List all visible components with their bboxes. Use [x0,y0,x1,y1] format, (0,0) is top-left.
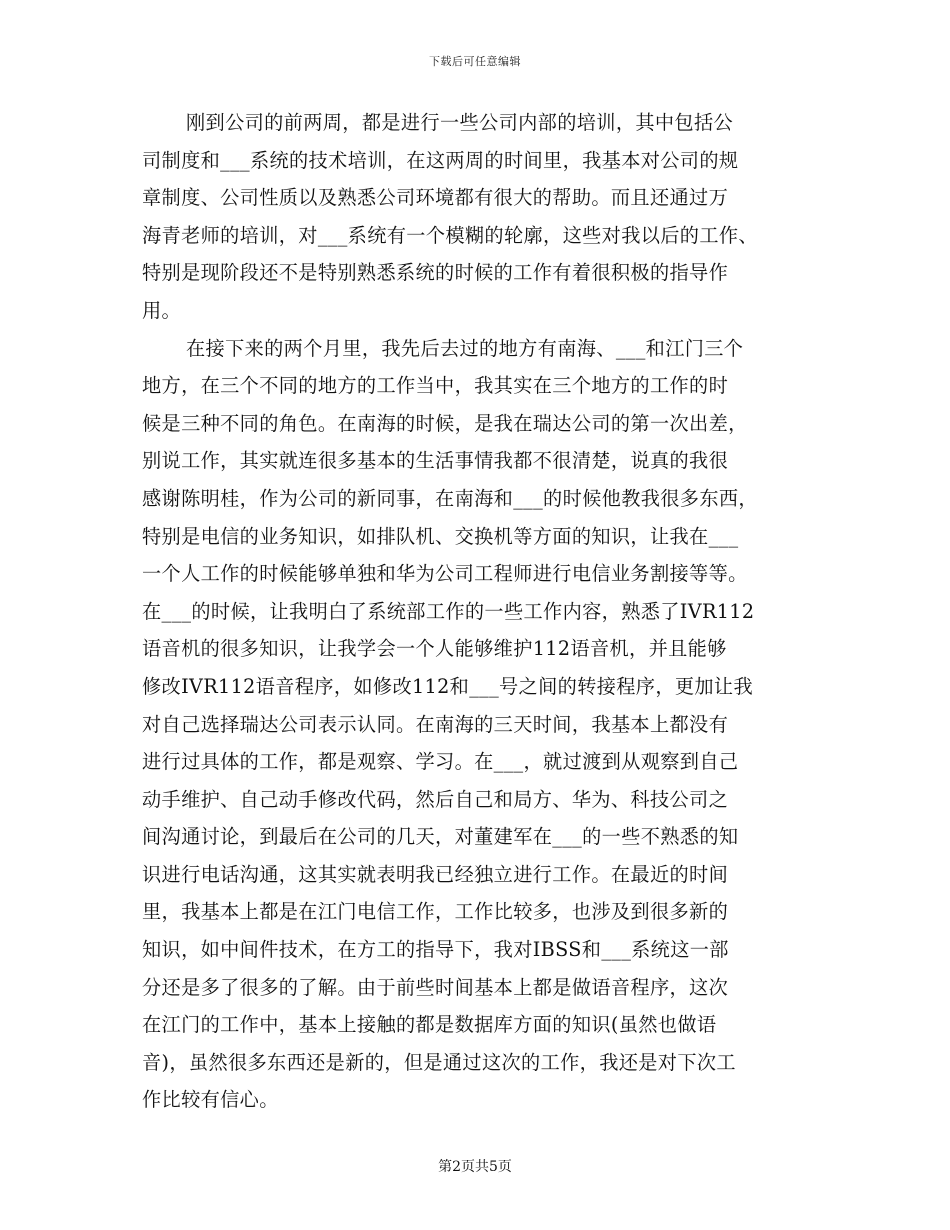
text-line: 特别是电信的业务知识，如排队机、交换机等方面的知识，让我在___ [142,524,739,548]
text-line: 候是三种不同的角色。在南海的时候，是我在瑞达公司的第一次出差， [142,411,748,435]
text-line: 海青老师的培训，对___系统有一个模糊的轮廓，这些对我以后的工作、 [142,223,758,247]
text-line: 分还是多了很多的了解。由于前些时间基本上都是做语音程序，这次 [142,975,729,999]
document-body [142,104,822,1119]
text-line: 司制度和___系统的技术培训，在这两周的时间里，我基本对公司的规 [142,148,739,172]
text-line: 在___的时候，让我明白了系统部工作的一些工作内容，熟悉了IVR112 [142,599,755,623]
text-line: 间沟通讨论，到最后在公司的几天，对董建军在___的一些不熟悉的知 [142,825,739,849]
text-line: 在江门的工作中，基本上接触的都是数据库方面的知识(虽然也做语 [142,1013,717,1037]
paragraph-1 [142,104,822,330]
text-line: 章制度、公司性质以及熟悉公司环境都有很大的帮助。而且还通过万 [142,186,729,210]
text-line: 里，我基本上都是在江门电信工作，工作比较多，也涉及到很多新的 [142,900,729,924]
text-line: 别说工作，其实就连很多基本的生活事情我都不很清楚，说真的我很 [142,449,729,473]
text-line: 进行过具体的工作，都是观察、学习。在___，就过渡到从观察到自己 [142,750,739,774]
text-line: 音)，虽然很多东西还是新的，但是通过这次的工作，我还是对下次工 [142,1050,736,1074]
text-line: 特别是现阶段还不是特别熟悉系统的时候的工作有着很积极的指导作 [142,261,729,285]
text-line: 语音机的很多知识，让我学会一个人能够维护112语音机，并且能够 [142,637,727,661]
text-line: 知识，如中间件技术，在方工的指导下，我对IBSS和___系统这一部 [142,938,729,962]
page-header: 下载后可任意编辑 [429,55,521,68]
paragraph-2 [142,330,822,1119]
text-line: 对自己选择瑞达公司表示认同。在南海的三天时间，我基本上都没有 [142,712,729,736]
text-line: 感谢陈明桂，作为公司的新同事，在南海和___的时候他教我很多东西， [142,486,758,510]
text-line: 动手维护、自己动手修改代码，然后自己和局方、华为、科技公司之 [142,787,729,811]
text-line: 在接下来的两个月里，我先后去过的地方有南海、___和江门三个 [186,336,744,360]
text-line: 用。 [142,298,182,322]
text-line: 地方，在三个不同的地方的工作当中，我其实在三个地方的工作的时 [142,374,729,398]
text-line: 识进行电话沟通，这其实就表明我已经独立进行工作。在最近的时间 [142,862,729,886]
text-line: 作比较有信心。 [142,1088,279,1112]
text-line: 修改IVR112语音程序，如修改112和___号之间的转接程序，更加让我 [142,674,754,698]
text-line: 一个人工作的时候能够单独和华为公司工程师进行电信业务割接等等。 [142,562,748,586]
text-line: 刚到公司的前两周，都是进行一些公司内部的培训，其中包括公 [186,111,734,134]
page-number: 第2页共5页 [438,1159,512,1175]
